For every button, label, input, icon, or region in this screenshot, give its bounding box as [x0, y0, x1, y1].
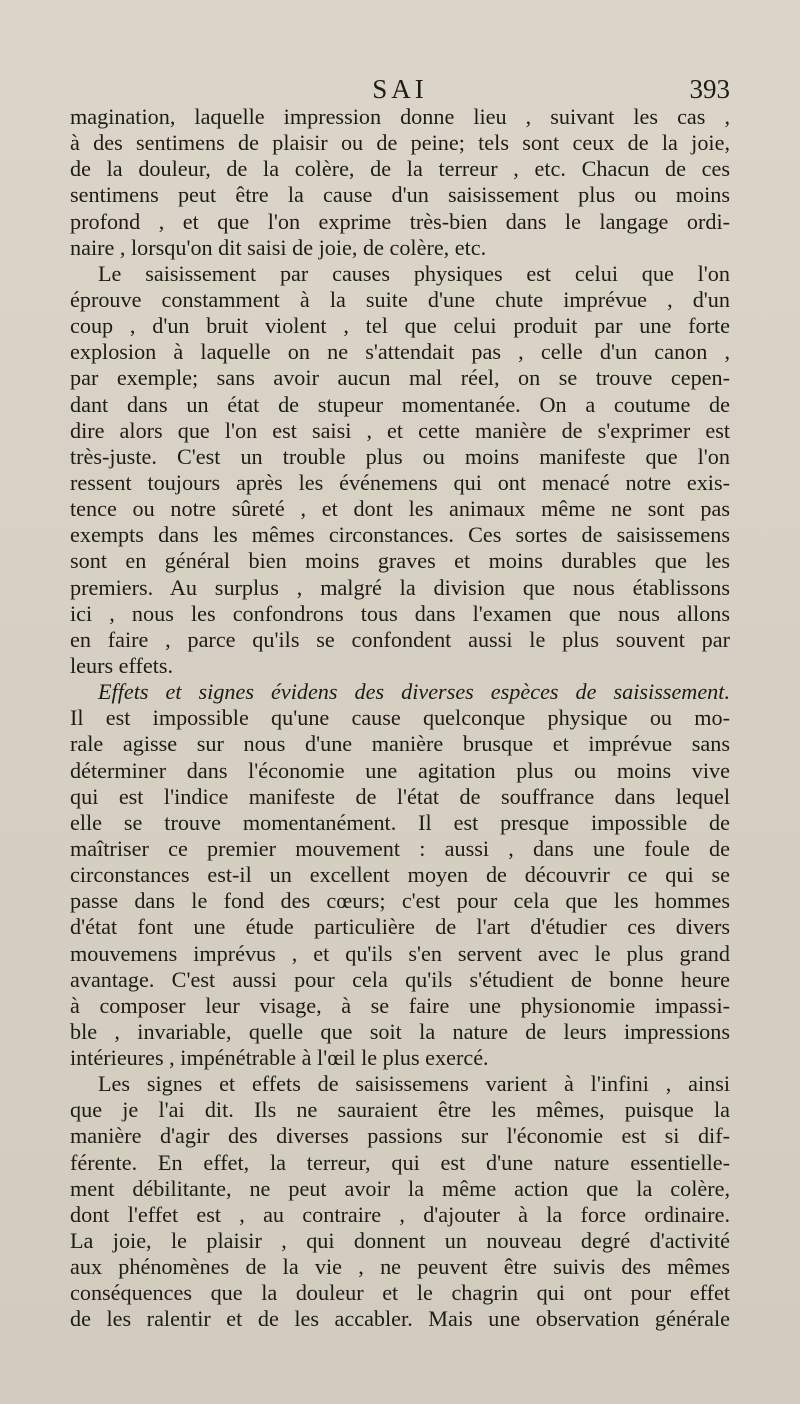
text-line: Les signes et effets de saisissemens varient à l'infini , ainsi	[98, 1071, 730, 1097]
body-text	[70, 104, 730, 1333]
text-line: de les ralentir et de les accabler. Mais une observation générale	[70, 1306, 730, 1332]
text-line: en faire , parce qu'ils se confondent aussi le plus souvent par	[70, 626, 730, 652]
text-line: rale agisse sur nous d'une manière brusque et imprévue sans	[70, 731, 730, 757]
text-line: dant dans un état de stupeur momentanée. On a coutume de	[70, 391, 730, 417]
text-line: ici , nous les confondrons tous dans l'examen que nous allons	[70, 600, 730, 626]
text-line: que je l'ai dit. Ils ne sauraient être les mêmes, puisque la	[70, 1097, 730, 1123]
text-line: à des sentimens de plaisir ou de peine; tels sont ceux de la joie,	[70, 130, 730, 156]
text-line: explosion à laquelle on ne s'attendait pas , celle d'un canon ,	[70, 339, 730, 365]
text-line: qui est l'indice manifeste de l'état de souffrance dans lequel	[70, 783, 730, 809]
running-head: SAI	[372, 74, 428, 104]
text-line: circonstances est-il un excellent moyen de découvrir ce qui se	[70, 862, 730, 888]
text-line: leurs effets.	[70, 652, 174, 678]
text-line: profond , et que l'on exprime très-bien dans le langage ordi-	[70, 208, 730, 234]
text-line: mouvemens imprévus , et qu'ils s'en servent avec le plus grand	[70, 940, 730, 966]
text-line: maîtriser ce premier mouvement : aussi , dans une foule de	[70, 835, 730, 861]
text-line: ble , invariable, quelle que soit la nature de leurs impressions	[70, 1018, 730, 1044]
text-line: dont l'effet est , au contraire , d'ajouter à la force ordinaire.	[70, 1201, 730, 1227]
text-line: La joie, le plaisir , qui donnent un nouveau degré d'activité	[70, 1228, 730, 1254]
page-number: 393	[689, 74, 730, 104]
text-line: magination, laquelle impression donne lieu , suivant les cas ,	[70, 104, 730, 129]
text-line: tence ou notre sûreté , et dont les animaux même ne sont pas	[70, 496, 730, 522]
text-line: très-juste. C'est un trouble plus ou moins manifeste que l'on	[70, 443, 730, 469]
text-line: par exemple; sans avoir aucun mal réel, on se trouve cepen-	[70, 365, 730, 391]
text-line: naire , lorsqu'on dit saisi de joie, de colère, etc.	[70, 234, 487, 260]
text-line: premiers. Au surplus , malgré la division que nous établissons	[70, 574, 730, 600]
text-line: Il est impossible qu'une cause quelconque physique ou mo-	[70, 705, 730, 731]
text-line: coup , d'un bruit violent , tel que celui produit par une forte	[70, 313, 730, 339]
text-line: éprouve constamment à la suite d'une chute imprévue , d'un	[70, 286, 730, 312]
text-line: à composer leur visage, à se faire une physionomie impassi-	[70, 992, 730, 1018]
text-line: déterminer dans l'économie une agitation plus ou moins vive	[70, 757, 730, 783]
text-line: ment débilitante, ne peut avoir la même action que la colère,	[70, 1175, 730, 1201]
text-line: exempts dans les mêmes circonstances. Ces sortes de saisissemens	[70, 522, 730, 548]
text-line: conséquences que la douleur et le chagrin qui ont pour effet	[70, 1280, 730, 1306]
text-line: avantage. C'est aussi pour cela qu'ils s'étudient de bonne heure	[70, 966, 730, 992]
section-heading: Effets et signes évidens des diverses espèces de saisissement.	[98, 679, 730, 705]
text-line: férente. En effet, la terreur, qui est d'une nature essentielle-	[70, 1149, 730, 1175]
text-line: sentimens peut être la cause d'un saisissement plus ou moins	[70, 182, 730, 208]
text-line: manière d'agir des diverses passions sur l'économie est si dif-	[70, 1123, 730, 1149]
text-line: ressent toujours après les événemens qui ont menacé notre exis-	[70, 469, 730, 495]
text-line: sont en général bien moins graves et moins durables que les	[70, 548, 730, 574]
text-line: intérieures , impénétrable à l'œil le plus exercé.	[70, 1045, 489, 1071]
text-line: aux phénomènes de la vie , ne peuvent être suivis des mêmes	[70, 1254, 730, 1280]
text-line: de la douleur, de la colère, de la terreur , etc. Chacun de ces	[70, 156, 730, 182]
text-line: passe dans le fond des cœurs; c'est pour cela que les hommes	[70, 888, 730, 914]
text-line: Le saisissement par causes physiques est celui que l'on	[98, 260, 730, 286]
page-header	[70, 74, 730, 106]
text-line: d'état font une étude particulière de l'art d'étudier ces divers	[70, 914, 730, 940]
text-line: elle se trouve momentanément. Il est presque impossible de	[70, 809, 730, 835]
text-line: dire alors que l'on est saisi , et cette manière de s'exprimer est	[70, 417, 730, 443]
